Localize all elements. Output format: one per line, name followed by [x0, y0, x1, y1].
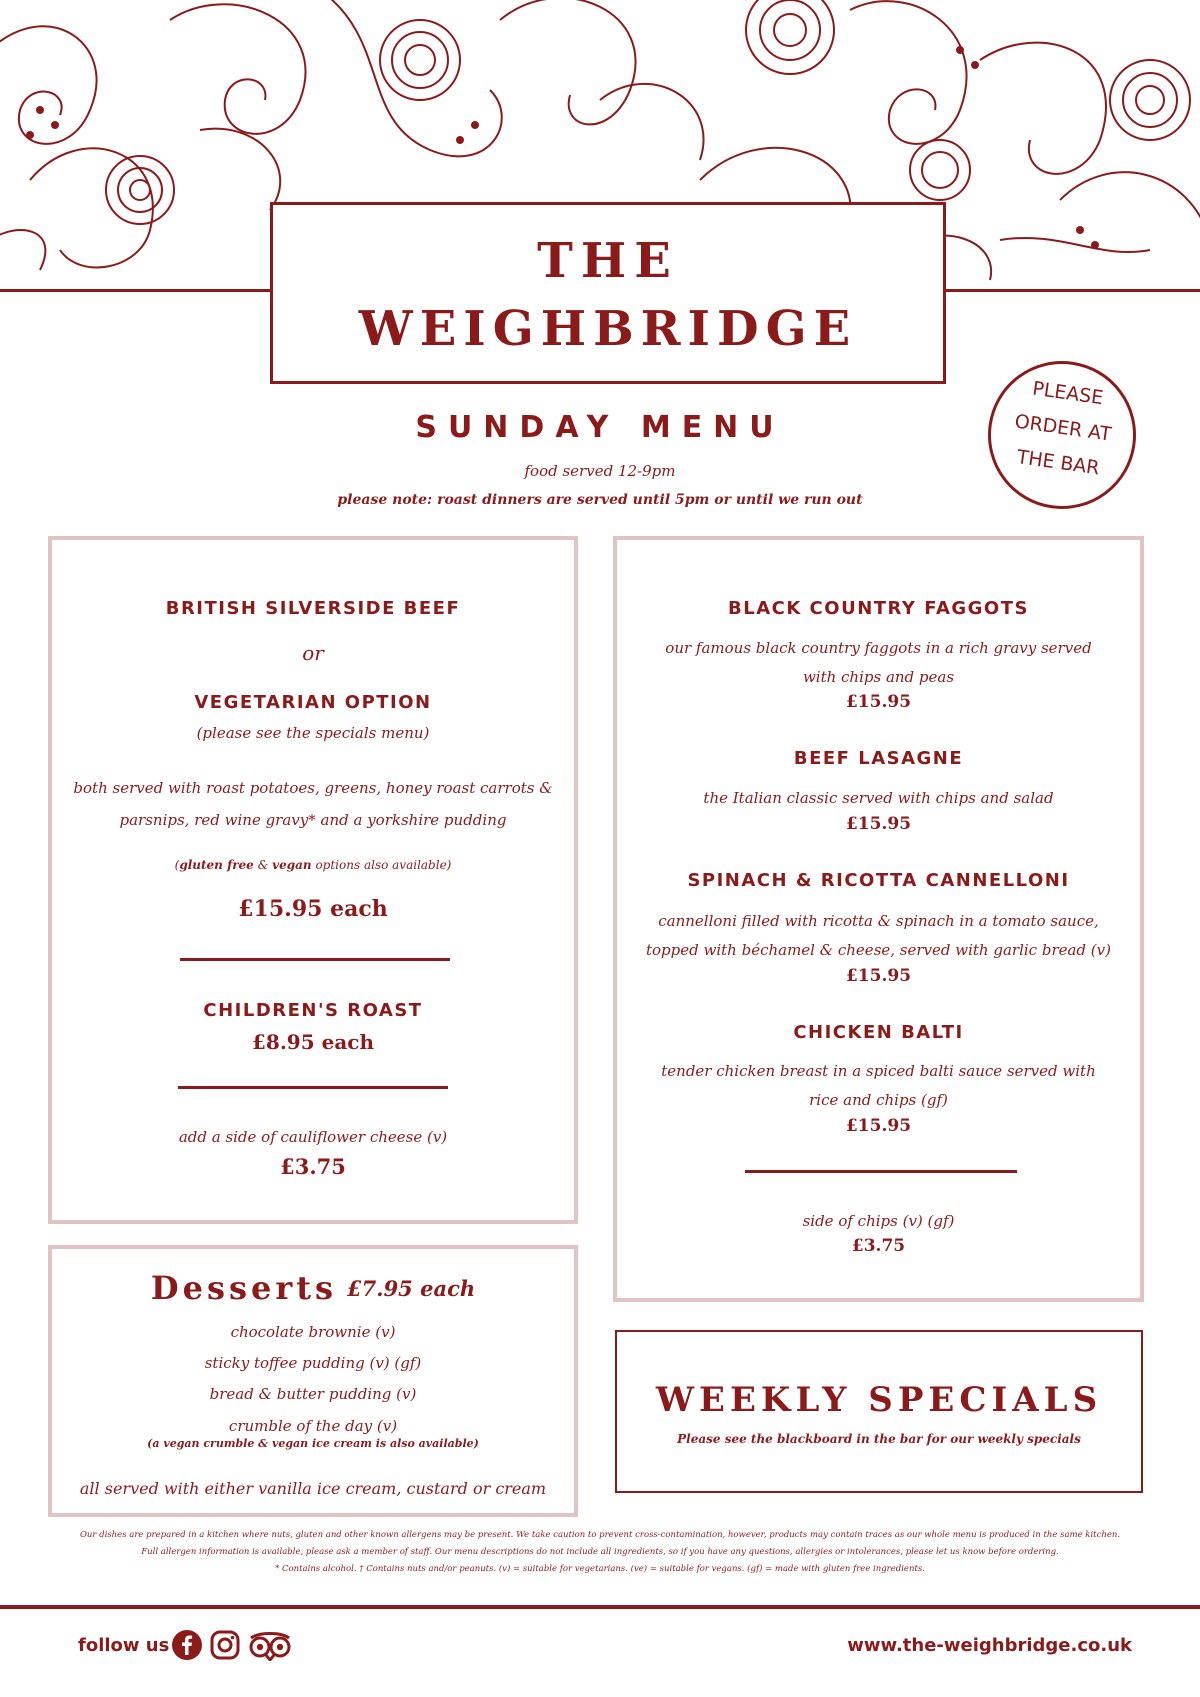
desserts-price: £7.95 each — [347, 1275, 476, 1301]
children-price: £8.95 each — [252, 1030, 374, 1054]
footer-divider — [0, 1605, 1200, 1609]
divider — [178, 1086, 448, 1089]
dessert-item: chocolate brownie (v) — [230, 1323, 396, 1341]
or-text: or — [302, 641, 324, 665]
dish-name: CHICKEN BALTI — [793, 1022, 964, 1043]
dish-description: both served with roast potatoes, greens, honey roast carrots & — [73, 779, 553, 797]
weekly-specials-note: Please see the blackboard in the bar for our weekly specials — [677, 1432, 1081, 1446]
stamp-line2: ORDER AT — [1013, 410, 1113, 446]
dessert-item: crumble of the day (v) — [228, 1417, 398, 1435]
allergen-key: * Contains alcohol. † Contains nuts and/or peanuts. (v) = suitable for vegetarians. (ve) = suitable for vegans. (gf) = made with gluten free ingredients. — [275, 1564, 925, 1574]
brand-title-line1: THE — [537, 233, 679, 289]
dish-description: with chips and peas — [802, 668, 955, 686]
follow-us-label: follow us — [78, 1635, 170, 1656]
roast-panel — [48, 536, 578, 1224]
serving-times: food served 12-9pm — [524, 462, 676, 480]
dish-name: SPINACH & RICOTTA CANNELLONI — [687, 870, 1070, 891]
dish-price: £15.95 — [845, 814, 912, 834]
weekly-specials-box — [615, 1330, 1143, 1493]
side-description: side of chips (v) (gf) — [802, 1212, 955, 1230]
side-price: £3.75 — [280, 1154, 346, 1179]
dish-name: CHILDREN'S ROAST — [203, 1000, 423, 1021]
dish-name: BEEF LASAGNE — [793, 748, 964, 769]
divider — [745, 1170, 1017, 1173]
allergen-info: Full allergen information is available, please ask a member of staff. Our menu descriptions do not include all ingredients, so if you have any questions, allergies or intolerances, please let us know before ordering. — [141, 1547, 1059, 1557]
dish-description: rice and chips (gf) — [809, 1091, 948, 1109]
facebook-icon[interactable] — [171, 1629, 203, 1661]
allergen-info: Our dishes are prepared in a kitchen where nuts, gluten and other known allergens may be present. We take caution to prevent cross-contamination, however, products may contain traces as our whole menu is produced in the same kitchen. — [79, 1530, 1121, 1540]
dish-description: the Italian classic served with chips and salad — [703, 789, 1054, 807]
vegan-note: (a vegan crumble & vegan ice cream is also available) — [147, 1437, 479, 1450]
stamp-line3: THE BAR — [1015, 446, 1101, 480]
desserts-heading — [52, 1269, 574, 1307]
dish-description: parsnips, red wine gravy* and a yorkshire pudding — [119, 811, 507, 829]
dish-description: cannelloni filled with ricotta & spinach in a tomato sauce, — [658, 912, 1099, 930]
desserts-panel — [48, 1245, 578, 1517]
menu-title: SUNDAY MENU — [415, 410, 785, 445]
dish-description: tender chicken breast in a spiced balti sauce served with — [661, 1062, 1096, 1080]
divider — [180, 958, 450, 961]
dish-note: (please see the specials menu) — [196, 724, 430, 742]
side-description: add a side of cauliflower cheese (v) — [178, 1128, 448, 1146]
dish-price: £15.95 — [845, 966, 912, 986]
dish-description: topped with béchamel & cheese, served with garlic bread (v) — [646, 941, 1111, 959]
dessert-item: sticky toffee pudding (v) (gf) — [204, 1354, 422, 1372]
roast-price: £15.95 each — [238, 896, 388, 922]
dietary-options: (gluten free & vegan options also available) — [174, 858, 452, 872]
title-box — [270, 202, 946, 384]
dish-price: £15.95 — [845, 1116, 912, 1136]
order-at-bar-stamp — [978, 351, 1145, 518]
served-with: all served with either vanilla ice cream, custard or cream — [79, 1479, 547, 1498]
tripadvisor-icon[interactable] — [245, 1629, 295, 1661]
side-price: £3.75 — [851, 1236, 906, 1256]
dish-name: BLACK COUNTRY FAGGOTS — [728, 598, 1029, 619]
dish-price: £15.95 — [845, 692, 912, 712]
weekly-specials-title: WEEKLY SPECIALS — [655, 1380, 1103, 1420]
brand-title-line2: WEIGHBRIDGE — [358, 301, 858, 357]
website-link[interactable]: www.the-weighbridge.co.uk — [847, 1635, 1132, 1656]
desserts-title: Desserts — [150, 1269, 338, 1307]
stamp-line1: PLEASE — [1031, 377, 1105, 410]
mains-panel — [613, 536, 1144, 1302]
dish-name: BRITISH SILVERSIDE BEEF — [165, 598, 461, 619]
roast-note: please note: roast dinners are served until 5pm or until we run out — [337, 492, 863, 508]
dish-description: our famous black country faggots in a rich gravy served — [665, 639, 1092, 657]
dessert-item: bread & butter pudding (v) — [209, 1385, 417, 1403]
instagram-icon[interactable] — [209, 1629, 241, 1661]
dish-name: VEGETARIAN OPTION — [194, 692, 432, 713]
